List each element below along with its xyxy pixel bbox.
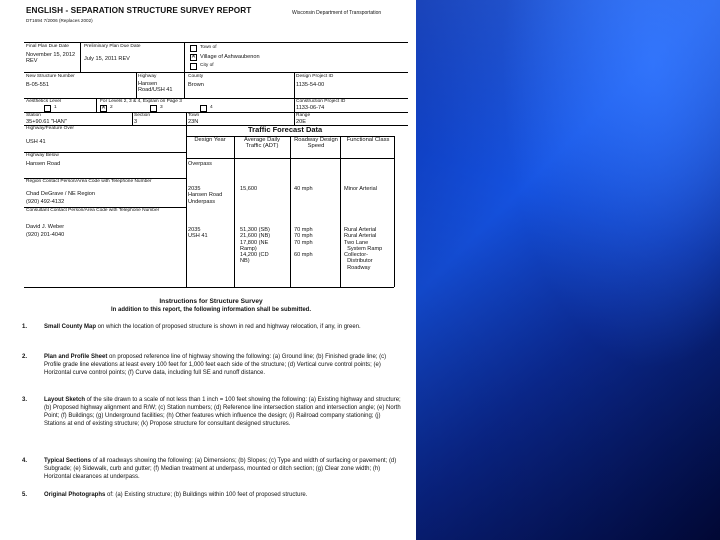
item-number: 2. xyxy=(22,354,28,360)
traffic-row-1-speed: 40 mph xyxy=(294,186,313,192)
municipality-village-label: Village of Ashwaubenon xyxy=(200,54,260,60)
divider xyxy=(136,72,137,98)
checkbox-city[interactable] xyxy=(190,63,197,70)
new-structure-label: New Structure Number xyxy=(26,74,75,79)
section-value: 3 xyxy=(134,119,138,125)
station-label: Station xyxy=(26,113,41,118)
station-value: 35+90.61 "HAN" xyxy=(26,119,67,125)
survey-report-document xyxy=(14,6,408,536)
report-title: ENGLISH - SEPARATION STRUCTURE SURVEY REPORT xyxy=(26,6,252,15)
divider xyxy=(186,158,394,159)
agency-name: Wisconsin Department of Transportation xyxy=(292,10,382,16)
item-heading: Plan and Profile Sheet xyxy=(44,354,108,360)
highway-over-value: USH 41 xyxy=(26,139,46,145)
item-heading: Typical Sections xyxy=(44,458,91,464)
divider xyxy=(24,125,408,126)
region-contact-phone: (920) 492-4132 xyxy=(26,199,65,205)
design-project-value: 1135-54-00 xyxy=(296,82,325,88)
item-number: 3. xyxy=(22,397,28,403)
divider xyxy=(96,98,97,112)
slide-background xyxy=(416,0,720,540)
item-text: of all roadways showing the following: (a) Dimensions; (b) Slopes; (c) Type and width of surfacing or pavement; (d) Subgrade; (e) Sidewalk, curb and gutter; (f) Median treatment at underpass, mounted or ditch section; (g) Clear zone width; (h) Horizontal clearances at underpass. xyxy=(44,458,397,480)
traffic-row-1-year: 2035 Hansen Road Underpass xyxy=(188,186,223,205)
item-text: on proposed reference line of highway showing the following: (a) Ground line; (b) Finished grade line; (c) Profile grade line elevations at least every 100 feet for 1,000 feet each side of the structure; (d) Vertical curve control points; (e) Horizontal curve control points; (f) Curve data, including full SE and runoff distance. xyxy=(44,354,387,376)
level-3-label: 3 xyxy=(160,105,163,110)
traffic-forecast-title: Traffic Forecast Data xyxy=(248,125,323,134)
divider xyxy=(80,42,81,72)
level-4-label: 4 xyxy=(210,105,213,110)
item-heading: Small County Map xyxy=(44,324,97,330)
prelim-plan-label: Preliminary Plan Due Date xyxy=(84,44,141,49)
divider xyxy=(186,112,187,125)
item-number: 4. xyxy=(22,458,28,464)
consultant-contact-name: David J. Weber xyxy=(26,224,65,230)
county-label: County xyxy=(188,74,204,79)
item-heading: Layout Sketch xyxy=(44,397,86,403)
col-functional-class: Functional Class xyxy=(346,137,390,143)
form-number: DT1694 7/2006 (Replaces 2002) xyxy=(26,18,93,23)
checkbox-level-4[interactable] xyxy=(200,105,207,112)
new-structure-value: B-05-551 xyxy=(26,82,50,88)
divider xyxy=(294,72,295,125)
col-design-speed: Roadway Design Speed xyxy=(294,137,338,150)
item-text: on which the location of proposed structure is shown in red and highway relocation, if any, in green. xyxy=(96,324,361,330)
divider xyxy=(184,42,185,72)
checkbox-level-2[interactable]: ✕ xyxy=(101,105,107,111)
highway-over-label: Highway/Feature Over xyxy=(26,126,74,131)
final-plan-label: Final Plan Due Date xyxy=(26,44,69,49)
highway-value: Hansen Road/USH 41 xyxy=(138,81,173,94)
range-value: 20E xyxy=(296,119,306,125)
level-2-label: 2 xyxy=(110,105,113,110)
divider xyxy=(24,287,394,288)
traffic-row-2-adt: 51,300 (SB) 21,600 (NB) 17,800 (NE Ramp) 14,200 (CD NB) xyxy=(240,227,271,265)
traffic-row-1-adt: 15,600 xyxy=(240,186,258,192)
item-text: of the site drawn to a scale of not less than 1 inch = 100 feet showing the following: (a) Existing highway and structure; (b) Proposed highway alignment and R/W; (c) Station numbers; (d) Reference line intersection station and intersection angle; (e) North Point; (f) Buildings; (g) Underground facilities; (h) Other features which influence the design; (i) Railroad company stationing; (j) Stations at end of existing structure; (k) Propose structure for consultant designed structures. xyxy=(44,397,401,427)
divider xyxy=(184,72,185,98)
divider xyxy=(24,42,408,43)
divider xyxy=(132,112,133,125)
level-1-label: 1 xyxy=(54,105,57,110)
town-label: Town xyxy=(188,113,200,118)
item-heading: Original Photographs xyxy=(44,492,106,498)
county-value: Brown xyxy=(188,82,204,88)
item-text: of: (a) Existing structure; (b) Buildings within 100 feet of proposed structure. xyxy=(105,492,308,498)
checkbox-town[interactable] xyxy=(190,45,197,52)
design-project-label: Design Project ID xyxy=(296,74,334,79)
range-label: Range xyxy=(296,113,311,118)
divider xyxy=(186,125,187,287)
region-contact-name: Chad DeGrave / NE Region xyxy=(26,191,96,197)
checkbox-village[interactable]: ✕ xyxy=(191,54,197,60)
col-adt: Average Daily Traffic (ADT) xyxy=(244,137,280,150)
instructions-title: Instructions for Structure Survey xyxy=(159,298,263,305)
prelim-plan-value: July 15, 2011 REV xyxy=(84,56,130,62)
checkbox-level-1[interactable] xyxy=(44,105,51,112)
town-value: 23N xyxy=(188,119,199,125)
construction-value: 1133-06-74 xyxy=(296,105,325,111)
consultant-contact-label: Consultant Contact Person/Area Code with Telephone Number xyxy=(26,208,160,213)
item-number: 1. xyxy=(22,324,28,330)
section-label: Section xyxy=(134,113,150,118)
levels-note: For Levels 2, 3 & 4, Explain on Page 3 xyxy=(100,99,182,104)
overpass-label: Overpass xyxy=(188,161,212,167)
traffic-row-2-class: Rural Arterial Rural Arterial Two Lane System Ramp Collector- Distributor Roadway xyxy=(344,227,383,271)
col-design-year: Design Year xyxy=(194,137,226,143)
highway-below-value: Hansen Road xyxy=(26,161,61,167)
final-plan-value: November 15, 2012 REV xyxy=(26,52,76,65)
divider xyxy=(24,112,408,113)
highway-below-label: Highway Below xyxy=(26,153,59,158)
construction-label: Construction Project ID xyxy=(296,99,346,104)
municipality-town-label: Town of xyxy=(200,45,217,50)
divider xyxy=(24,72,408,73)
divider xyxy=(24,98,408,99)
region-contact-label: Region Contact Person/Area Code with Telephone Number xyxy=(26,179,152,184)
traffic-row-1-class: Minor Arterial xyxy=(344,186,377,192)
aesthetics-label: Aesthetics Level xyxy=(26,99,61,104)
traffic-row-2-speed: 70 mph 70 mph 70 mph 60 mph xyxy=(294,227,313,258)
item-number: 5. xyxy=(22,492,28,498)
consultant-contact-phone: (920) 201-4040 xyxy=(26,232,65,238)
highway-label: Highway xyxy=(138,74,157,79)
traffic-row-2-year: 2035 USH 41 xyxy=(188,227,208,240)
municipality-city-label: City of xyxy=(200,63,214,68)
divider xyxy=(394,136,395,287)
instructions-subtitle: In addition to this report, the following information shall be submitted. xyxy=(111,307,311,313)
checkbox-level-3[interactable] xyxy=(150,105,157,112)
